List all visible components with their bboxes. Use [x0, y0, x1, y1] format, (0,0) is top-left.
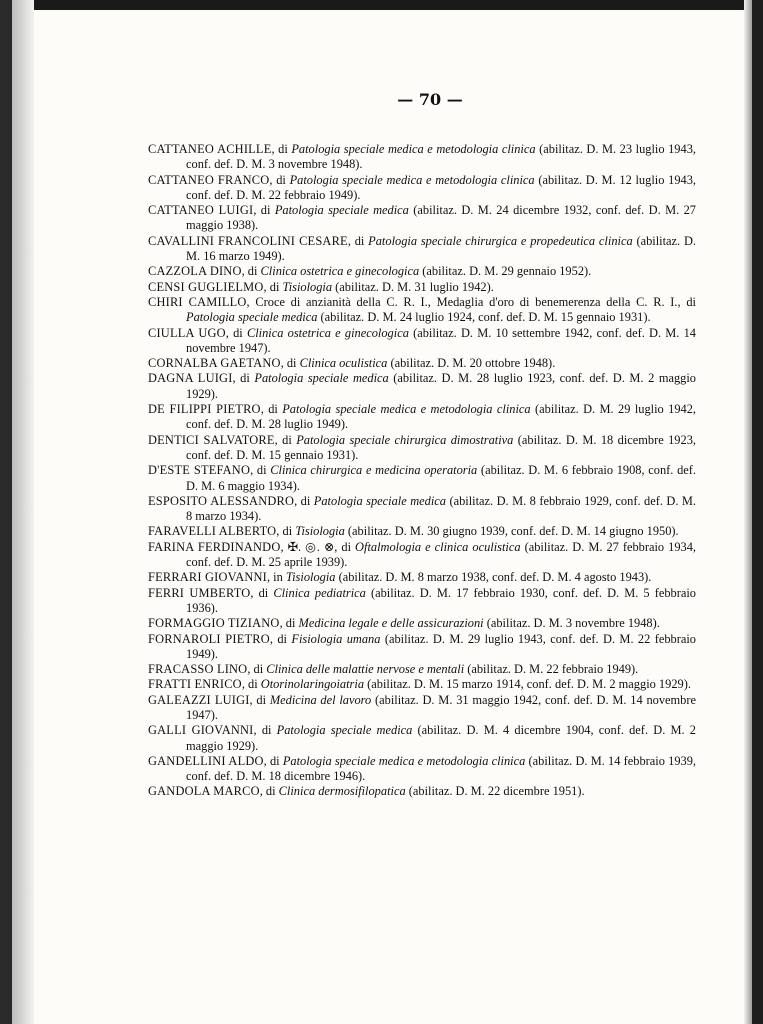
entry-subject: Patologia speciale chirurgica e propedeutica clinica: [368, 233, 633, 248]
entry-subject: Clinica delle malattie nervose e mentali: [266, 662, 465, 677]
entry-name: GALLI GIOVANNI: [148, 723, 254, 738]
entry-details: (abilitaz. D. M. 16 marzo 1949).: [186, 233, 697, 264]
list-item: [148, 142, 696, 173]
list-item: [148, 234, 696, 265]
list-item: [148, 356, 696, 371]
list-item: [148, 662, 696, 677]
list-item: [148, 677, 696, 692]
entry-text: , di: [276, 524, 296, 539]
list-item: [148, 540, 696, 571]
entry-name: FERRARI GIOVANNI: [148, 570, 267, 585]
entry-name: FERRI UMBERTO: [148, 585, 251, 600]
entry-details: (abilitaz. D. M. 24 dicembre 1932, conf. def. D. M. 27 maggio 1938).: [186, 203, 697, 233]
entry-text: , di: [263, 753, 283, 768]
entry-name: CENSI GUGLIELMO: [148, 279, 264, 294]
entry-subject: Patologia speciale medica e metodologia clinica: [282, 402, 531, 417]
list-item: [148, 693, 696, 724]
entry-text: , di: [249, 692, 270, 707]
entry-name: CHIRI CAMILLO: [148, 294, 247, 309]
entry-text: , di: [241, 264, 261, 279]
list-item: [148, 494, 696, 525]
entry-subject: Patologia speciale medica e metodologia clinica: [291, 142, 536, 156]
entry-name: CATTANEO LUIGI: [148, 203, 254, 218]
entry-text: , di: [294, 493, 314, 508]
entry-name: ESPOSITO ALESSANDRO: [148, 493, 295, 508]
page-number: — 70 —: [397, 90, 463, 109]
entry-text: , di: [274, 432, 297, 447]
entry-name: DE FILIPPI PIETRO: [148, 402, 261, 417]
entry-text: , di: [280, 356, 300, 371]
entry-text: , di: [269, 172, 290, 187]
entry-details: (abilitaz. D. M. 14 febbraio 1939, conf. def. D. M. 18 dicembre 1946).: [186, 753, 697, 784]
entry-details: (abilitaz. D. M. 30 giugno 1939, conf. def. D. M. 14 giugno 1950).: [344, 524, 679, 539]
entry-subject: Oftalmologia e clinica oculistica: [355, 539, 521, 554]
entry-name: GANDELLINI ALDO: [148, 753, 264, 768]
entry-name: CATTANEO ACHILLE: [148, 142, 272, 156]
entry-subject: Otorinolaringoiatria: [260, 677, 365, 692]
scan-binding-shadow: [12, 0, 34, 1024]
entry-name: GALEAZZI LUIGI: [148, 692, 250, 707]
list-item: [148, 524, 696, 539]
entry-name: FARINA FERDINANDO: [148, 539, 281, 554]
list-item: [148, 280, 696, 295]
entry-details: (abilitaz. D. M. 29 luglio 1942, conf. def. D. M. 28 luglio 1949).: [186, 402, 697, 432]
entry-subject: Patologia speciale medica: [186, 310, 318, 325]
entry-details: (abilitaz. D. M. 29 luglio 1943, conf. def. D. M. 22 febbraio 1949).: [186, 631, 696, 661]
entry-name: CORNALBA GAETANO: [148, 356, 281, 371]
entry-details: (abilitaz. D. M. 22 febbraio 1949).: [464, 662, 639, 677]
entry-name: DAGNA LUIGI: [148, 371, 233, 386]
entry-details: (abilitaz. D. M. 31 maggio 1942, conf. def. D. M. 14 novembre 1947).: [186, 692, 696, 722]
entry-text: , in: [266, 570, 286, 585]
entry-subject: Patologia speciale medica e metodologia clinica: [289, 172, 535, 187]
entry-details: (abilitaz. D. M. 27 febbraio 1934, conf. def. D. M. 25 aprile 1939).: [186, 539, 697, 570]
entry-subject: Patologia speciale medica: [276, 723, 413, 738]
entry-text: , di: [253, 723, 277, 738]
entry-list: [148, 142, 696, 800]
entry-details: (abilitaz. D. M. 12 luglio 1943, conf. def. D. M. 22 febbraio 1949).: [186, 172, 696, 202]
entry-name: FORNAROLI PIETRO: [148, 631, 270, 646]
entry-text: , di: [259, 784, 279, 799]
entry-name: FRATTI ENRICO: [148, 677, 242, 692]
list-item: [148, 616, 696, 631]
list-item: [148, 784, 696, 799]
entry-text: , di: [247, 662, 267, 677]
entry-name: CAZZOLA DINO: [148, 264, 242, 279]
entry-subject: Patologia speciale medica: [274, 203, 409, 218]
entry-text: , di: [232, 371, 255, 386]
list-item: [148, 371, 696, 402]
entry-name: CATTANEO FRANCO: [148, 172, 270, 187]
entry-details: (abilitaz. D. M. 31 luglio 1942).: [332, 279, 494, 294]
entry-name: GANDOLA MARCO: [148, 784, 260, 799]
entry-subject: Medicina del lavoro: [269, 692, 372, 707]
entry-subject: Patologia speciale medica: [254, 371, 389, 386]
entry-text: , di: [347, 233, 369, 248]
entry-details: (abilitaz. D. M. 6 febbraio 1908, conf. def. D. M. 6 maggio 1934).: [186, 463, 696, 493]
scan-top-edge: [0, 0, 763, 10]
entry-details: (abilitaz. D. M. 17 febbraio 1930, conf. def. D. M. 5 febbraio 1936).: [186, 585, 696, 615]
entry-text: , di: [263, 279, 283, 294]
scan-left-edge: [0, 0, 12, 1024]
entry-text: , di: [241, 677, 261, 692]
entry-details: (abilitaz. D. M. 22 dicembre 1951).: [405, 784, 585, 799]
entry-text: , di: [250, 585, 274, 600]
entry-text: , Croce di anzianità della C. R. I., Medaglia d'oro di benemerenza della C. R. I., di: [246, 294, 696, 309]
list-item: [148, 433, 696, 464]
entry-subject: Clinica ostetrica e ginecologica: [260, 264, 420, 279]
entry-details: (abilitaz. D. M. 20 ottobre 1948).: [387, 356, 556, 371]
entry-details: (abilitaz. D. M. 8 febbraio 1929, conf. def. D. M. 8 marzo 1934).: [186, 493, 697, 524]
list-item: [148, 326, 696, 357]
list-item: [148, 632, 696, 663]
entry-name: CIULLA UGO: [148, 325, 226, 340]
entry-name: FARAVELLI ALBERTO: [148, 524, 277, 539]
list-item: [148, 173, 696, 204]
list-item: [148, 295, 696, 326]
entry-name: FORMAGGIO TIZIANO: [148, 616, 280, 631]
entry-text: , di: [225, 325, 247, 340]
entry-details: (abilitaz. D. M. 4 dicembre 1904, conf. def. D. M. 2 maggio 1929).: [186, 723, 697, 753]
entry-details: (abilitaz. D. M. 29 gennaio 1952).: [419, 264, 592, 279]
entry-subject: Fisiologia umana: [291, 631, 381, 646]
list-item: [148, 402, 696, 433]
list-item: [148, 264, 696, 279]
entry-text: , ✠. ◎. ⊗, di: [280, 539, 356, 554]
entry-text: , di: [260, 402, 283, 417]
list-item: [148, 754, 696, 785]
entry-details: (abilitaz. D. M. 15 marzo 1914, conf. def. D. M. 2 maggio 1929).: [364, 677, 691, 692]
entry-subject: Patologia speciale medica: [313, 493, 446, 508]
list-item: [148, 723, 696, 754]
entry-subject: Clinica dermosifilopatica: [278, 784, 406, 799]
entry-subject: Patologia speciale chirurgica dimostrativa: [296, 432, 514, 447]
entry-subject: Tisiologia: [285, 570, 336, 585]
entry-subject: Clinica ostetrica e ginecologica: [246, 325, 409, 340]
entry-name: FRACASSO LINO: [148, 662, 248, 677]
entry-details: (abilitaz. D. M. 24 luglio 1924, conf. def. D. M. 15 gennaio 1931).: [317, 310, 651, 325]
entry-details: (abilitaz. D. M. 10 settembre 1942, conf. def. D. M. 14 novembre 1947).: [186, 325, 696, 355]
entry-text: , di: [269, 631, 292, 646]
entry-subject: Tisiologia: [295, 524, 345, 539]
list-item: [148, 463, 696, 494]
entry-subject: Clinica chirurgica e medicina operatoria: [270, 463, 478, 478]
scan-right-shadow: [744, 0, 752, 1024]
entry-text: , di: [250, 463, 271, 478]
entry-text: , di: [279, 616, 299, 631]
entry-name: DENTICI SALVATORE: [148, 432, 275, 447]
entry-subject: Medicina legale e delle assicurazioni: [298, 616, 484, 631]
list-item: [148, 203, 696, 234]
list-item: [148, 586, 696, 617]
list-item: [148, 570, 696, 585]
entry-subject: Clinica oculistica: [299, 356, 388, 371]
entry-details: (abilitaz. D. M. 28 luglio 1923, conf. def. D. M. 2 maggio 1929).: [186, 371, 696, 401]
entry-subject: Patologia speciale medica e metodologia clinica: [282, 753, 526, 768]
entry-details: (abilitaz. D. M. 23 luglio 1943, conf. def. D. M. 3 novembre 1948).: [186, 142, 696, 172]
entry-details: (abilitaz. D. M. 18 dicembre 1923, conf. def. D. M. 15 gennaio 1931).: [186, 432, 696, 462]
entry-details: (abilitaz. D. M. 3 novembre 1948).: [483, 616, 660, 631]
entry-text: , di: [253, 203, 275, 218]
scan-right-edge: [752, 0, 763, 1024]
entry-subject: Tisiologia: [282, 279, 333, 294]
entry-name: D'ESTE STEFANO: [148, 463, 251, 478]
entry-text: , di: [271, 142, 292, 156]
entry-details: (abilitaz. D. M. 8 marzo 1938, conf. def. D. M. 4 agosto 1943).: [335, 570, 652, 585]
entry-name: CAVALLINI FRANCOLINI CESARE: [148, 233, 348, 248]
entry-subject: Clinica pediatrica: [273, 585, 366, 600]
